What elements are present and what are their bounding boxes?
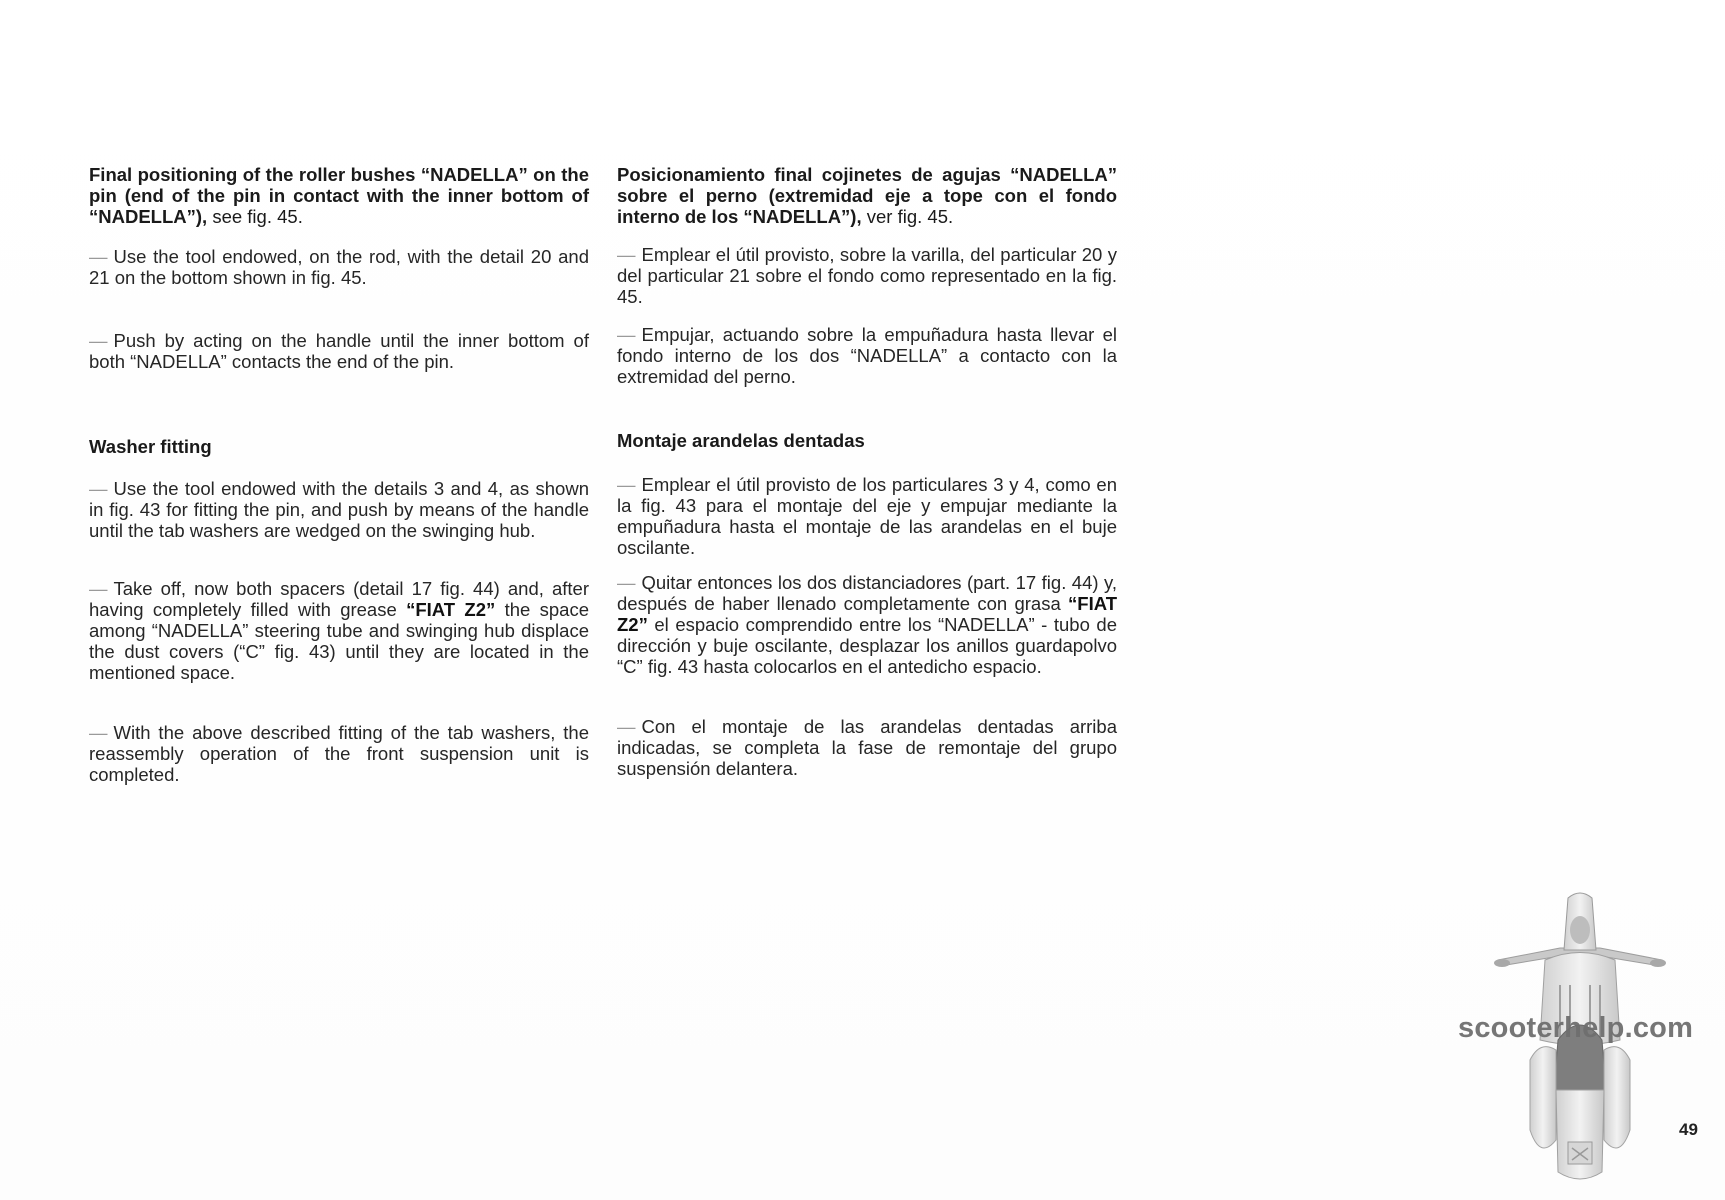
subheading-en: Washer fitting <box>89 436 212 457</box>
section-heading-en: Final positioning of the roller bushes “NADELLA” on the pin (end of the pin in contact with the inner bottom of “NADELLA”), see fig. 45. <box>89 164 589 227</box>
paragraph-es-5: — Con el montaje de las arandelas dentadas arriba indicadas, se completa la fase de remontaje del grupo suspensión delantera. <box>617 716 1117 779</box>
paragraph-es-3: — Emplear el útil provisto de los particulares 3 y 4, como en la fig. 43 para el montaje del eje y empujar mediante la empuñadura hasta el montaje de las arandelas en el buje oscilante. <box>617 474 1117 558</box>
paragraph-es-4: — Quitar entonces los dos distanciadores (part. 17 fig. 44) y, después de haber llenado completamente con grasa “FIAT Z2” el espacio comprendido entre los “NADELLA” - tubo de dirección y buje oscilante, desplazar los anillos guardapolvo “C” fig. 43 hasta colocarlos en el antedicho espacio. <box>617 572 1117 677</box>
paragraph-es-1: — Emplear el útil provisto, sobre la varilla, del particular 20 y del particular 21 sobre el fondo como representado en la fig. 45. <box>617 244 1117 307</box>
scooterhelp-watermark: scooterhelp.com <box>1458 1012 1694 1044</box>
paragraph-es-2: — Empujar, actuando sobre la empuñadura hasta llevar el fondo interno de los dos “NADELLA” a contacto con la extremidad del perno. <box>617 324 1117 387</box>
paragraph-en-4: — Take off, now both spacers (detail 17 fig. 44) and, after having completely filled with grease “FIAT Z2” the space among “NADELLA” steering tube and swinging hub displace the dust covers (“C” fig. 43) until they are located in the mentioned space. <box>89 578 589 683</box>
paragraph-en-1: — Use the tool endowed, on the rod, with the detail 20 and 21 on the bottom shown in fig. 45. <box>89 246 589 288</box>
section-heading-es: Posicionamiento final cojinetes de agujas “NADELLA” sobre el perno (extremidad eje a tope con el fondo interno de los “NADELLA”), ver fig. 45. <box>617 164 1117 227</box>
subheading-es: Montaje arandelas dentadas <box>617 430 865 451</box>
paragraph-en-3: — Use the tool endowed with the details 3 and 4, as shown in fig. 43 for fitting the pin, and push by means of the handle until the tab washers are wedged on the swinging hub. <box>89 478 589 541</box>
page-number: 49 <box>1679 1120 1698 1139</box>
paragraph-en-5: — With the above described fitting of the tab washers, the reassembly operation of the front suspension unit is completed. <box>89 722 589 785</box>
paragraph-en-2: — Push by acting on the handle until the inner bottom of both “NADELLA” contacts the end of the pin. <box>89 330 589 372</box>
